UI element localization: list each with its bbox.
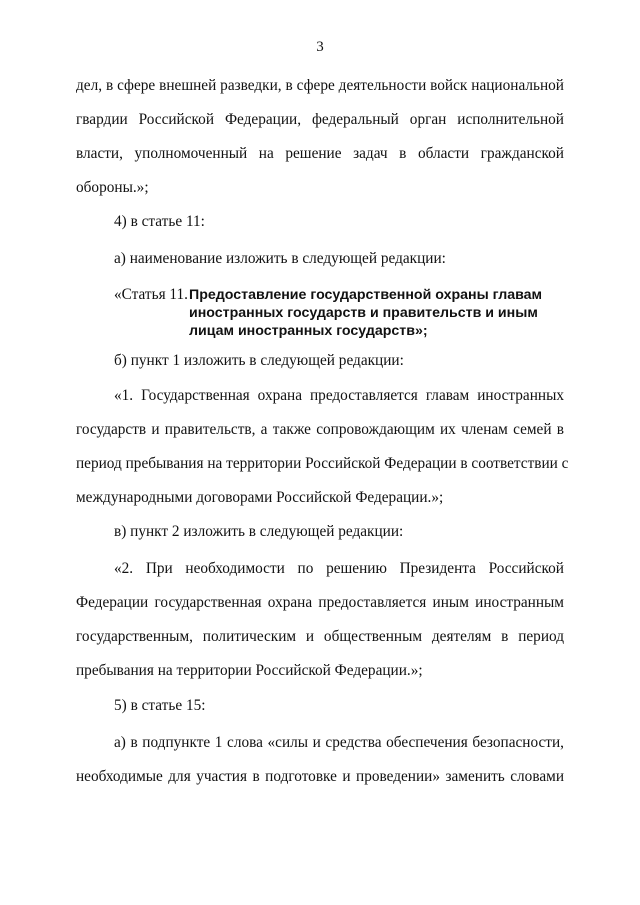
item-4b: б) пункт 1 изложить в следующей редакции: xyxy=(114,352,404,369)
text-line: государственным, политическим и общественным деятелям в период xyxy=(76,628,564,645)
text-line: власти, уполномоченный на решение задач в области гражданской xyxy=(76,145,564,162)
paragraph xyxy=(76,726,564,794)
paragraph-point-2 xyxy=(76,552,564,688)
text-line: а) в подпункте 1 слова «силы и средства обеспечения безопасности, xyxy=(114,734,564,751)
text-line: «1. Государственная охрана предоставляется главам иностранных xyxy=(114,387,564,404)
paragraph xyxy=(76,69,564,205)
item-4v: в) пункт 2 изложить в следующей редакции: xyxy=(114,523,404,540)
paragraph-continuation xyxy=(76,69,564,205)
text-line: обороны.»; xyxy=(76,179,149,196)
article-title xyxy=(189,286,569,340)
text-line: гвардии Российской Федерации, федеральный орган исполнительной xyxy=(76,111,564,128)
text-line: международными договорами Российской Федерации.»; xyxy=(76,489,444,506)
paragraph xyxy=(76,552,564,688)
item-4a: а) наименование изложить в следующей редакции: xyxy=(114,250,446,267)
item-5: 5) в статье 15: xyxy=(114,697,206,714)
paragraph xyxy=(76,379,569,515)
text-line: пребывания на территории Российской Федерации.»; xyxy=(76,662,423,679)
article-title-line: лицам иностранных государств»; xyxy=(189,323,428,339)
text-line: период пребывания на территории Российской Федерации в соответствии с xyxy=(76,455,569,472)
article-title-line: Предоставление государственной охраны главам xyxy=(189,287,543,303)
text-line: государств и правительств, а также сопровождающим их членам семей в xyxy=(76,421,564,438)
article-label: «Статья 11. xyxy=(114,286,188,303)
item-4: 4) в статье 11: xyxy=(114,213,205,230)
paragraph-item-5a xyxy=(76,726,564,794)
text-line: «2. При необходимости по решению Президента Российской xyxy=(114,560,564,577)
text-line: Федерации государственная охрана предоставляется иным иностранным xyxy=(76,594,564,611)
article-title-line: иностранных государств и правительств и иным xyxy=(189,305,538,321)
text-line: необходимые для участия в подготовке и проведении» заменить словами xyxy=(76,768,564,785)
paragraph-point-1 xyxy=(76,379,569,515)
page-number: 3 xyxy=(316,39,324,55)
text-line: дел, в сфере внешней разведки, в сфере деятельности войск национальной xyxy=(76,77,564,94)
